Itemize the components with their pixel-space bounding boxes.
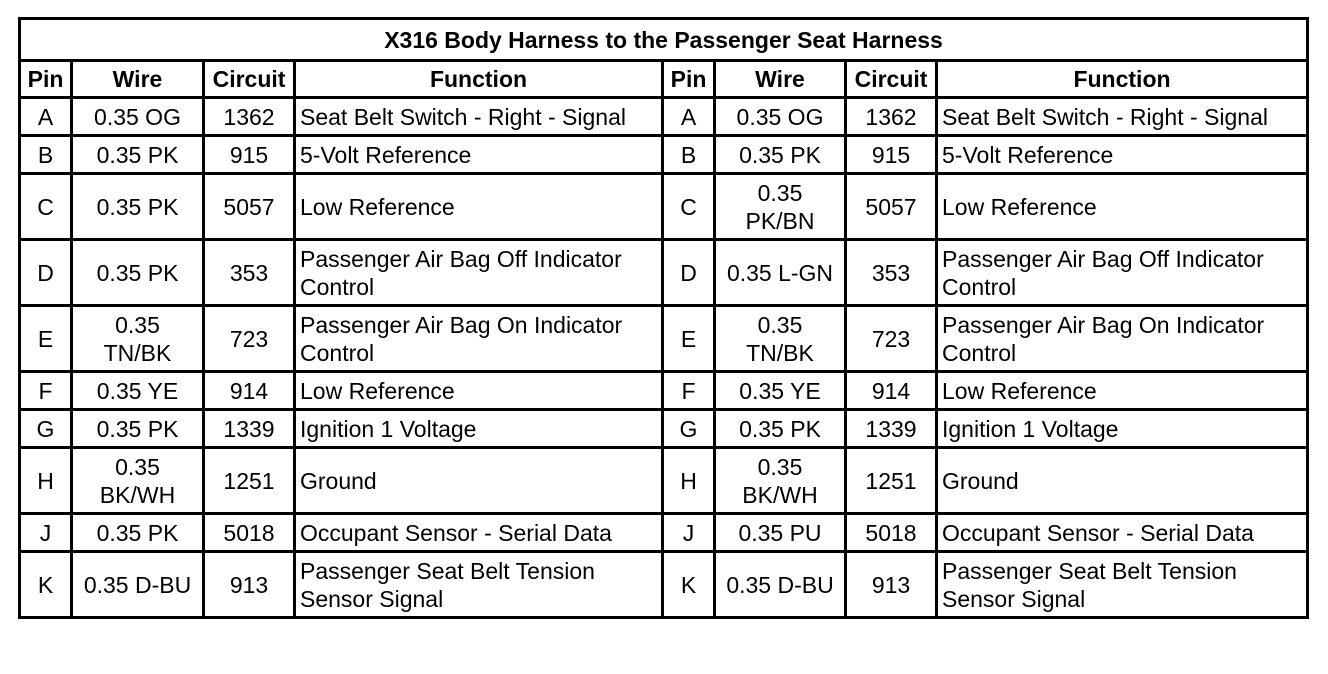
left-wire-cell: 0.35 TN/BK <box>72 306 204 372</box>
right-pin-cell: H <box>663 448 715 514</box>
left-pin-cell: F <box>20 372 72 410</box>
table-row <box>20 240 1308 306</box>
left-circuit-cell: 915 <box>204 136 295 174</box>
table-row <box>20 552 1308 618</box>
left-function-cell: Seat Belt Switch - Right - Signal <box>295 98 663 136</box>
right-pin-cell: F <box>663 372 715 410</box>
right-circuit-cell: 723 <box>846 306 937 372</box>
connector-pinout-table <box>18 17 1309 619</box>
right-wire-cell: 0.35 PK <box>715 410 846 448</box>
right-function-cell: Low Reference <box>937 372 1308 410</box>
left-wire-cell: 0.35 YE <box>72 372 204 410</box>
left-circuit-cell: 5057 <box>204 174 295 240</box>
left-wire-cell: 0.35 PK <box>72 240 204 306</box>
table-row <box>20 448 1308 514</box>
table-row <box>20 306 1308 372</box>
left-circuit-cell: 913 <box>204 552 295 618</box>
right-wire-cell: 0.35 D-BU <box>715 552 846 618</box>
right-circuit-cell: 915 <box>846 136 937 174</box>
left-wire-cell: 0.35 PK <box>72 136 204 174</box>
right-wire-cell: 0.35 PK <box>715 136 846 174</box>
right-pin-cell: A <box>663 98 715 136</box>
header-function-right: Function <box>937 61 1308 98</box>
right-wire-cell: 0.35 PU <box>715 514 846 552</box>
left-function-cell: Ignition 1 Voltage <box>295 410 663 448</box>
right-function-cell: Ground <box>937 448 1308 514</box>
right-wire-cell: 0.35 BK/WH <box>715 448 846 514</box>
table-row <box>20 174 1308 240</box>
left-pin-cell: K <box>20 552 72 618</box>
table-row <box>20 514 1308 552</box>
right-function-cell: Low Reference <box>937 174 1308 240</box>
column-header-row <box>20 61 1308 98</box>
left-pin-cell: C <box>20 174 72 240</box>
left-circuit-cell: 1251 <box>204 448 295 514</box>
left-pin-cell: A <box>20 98 72 136</box>
left-circuit-cell: 914 <box>204 372 295 410</box>
right-circuit-cell: 5057 <box>846 174 937 240</box>
left-wire-cell: 0.35 BK/WH <box>72 448 204 514</box>
header-function-left: Function <box>295 61 663 98</box>
right-wire-cell: 0.35 OG <box>715 98 846 136</box>
left-function-cell: Low Reference <box>295 372 663 410</box>
right-wire-cell: 0.35 TN/BK <box>715 306 846 372</box>
left-circuit-cell: 353 <box>204 240 295 306</box>
right-pin-cell: K <box>663 552 715 618</box>
right-pin-cell: E <box>663 306 715 372</box>
left-pin-cell: J <box>20 514 72 552</box>
left-pin-cell: D <box>20 240 72 306</box>
left-function-cell: Passenger Air Bag Off Indicator Control <box>295 240 663 306</box>
table-row <box>20 98 1308 136</box>
left-function-cell: Ground <box>295 448 663 514</box>
table-title-row <box>20 19 1308 61</box>
left-circuit-cell: 723 <box>204 306 295 372</box>
right-function-cell: Passenger Air Bag Off Indicator Control <box>937 240 1308 306</box>
right-function-cell: Passenger Air Bag On Indicator Control <box>937 306 1308 372</box>
right-circuit-cell: 5018 <box>846 514 937 552</box>
left-wire-cell: 0.35 D-BU <box>72 552 204 618</box>
left-pin-cell: B <box>20 136 72 174</box>
left-pin-cell: H <box>20 448 72 514</box>
header-wire-right: Wire <box>715 61 846 98</box>
left-function-cell: Low Reference <box>295 174 663 240</box>
left-circuit-cell: 5018 <box>204 514 295 552</box>
right-circuit-cell: 353 <box>846 240 937 306</box>
right-pin-cell: B <box>663 136 715 174</box>
right-wire-cell: 0.35 YE <box>715 372 846 410</box>
right-circuit-cell: 913 <box>846 552 937 618</box>
right-function-cell: Seat Belt Switch - Right - Signal <box>937 98 1308 136</box>
table-row <box>20 410 1308 448</box>
header-circuit-left: Circuit <box>204 61 295 98</box>
right-pin-cell: C <box>663 174 715 240</box>
left-wire-cell: 0.35 PK <box>72 174 204 240</box>
right-pin-cell: G <box>663 410 715 448</box>
left-function-cell: Passenger Seat Belt Tension Sensor Signal <box>295 552 663 618</box>
left-wire-cell: 0.35 PK <box>72 514 204 552</box>
left-pin-cell: E <box>20 306 72 372</box>
right-circuit-cell: 1362 <box>846 98 937 136</box>
right-function-cell: Passenger Seat Belt Tension Sensor Signal <box>937 552 1308 618</box>
left-pin-cell: G <box>20 410 72 448</box>
right-circuit-cell: 1251 <box>846 448 937 514</box>
header-wire-left: Wire <box>72 61 204 98</box>
right-function-cell: Occupant Sensor - Serial Data <box>937 514 1308 552</box>
table-row <box>20 372 1308 410</box>
left-function-cell: Passenger Air Bag On Indicator Control <box>295 306 663 372</box>
left-function-cell: 5-Volt Reference <box>295 136 663 174</box>
left-wire-cell: 0.35 OG <box>72 98 204 136</box>
right-circuit-cell: 914 <box>846 372 937 410</box>
right-function-cell: Ignition 1 Voltage <box>937 410 1308 448</box>
table-row <box>20 136 1308 174</box>
header-circuit-right: Circuit <box>846 61 937 98</box>
header-pin-right: Pin <box>663 61 715 98</box>
right-pin-cell: D <box>663 240 715 306</box>
left-circuit-cell: 1362 <box>204 98 295 136</box>
table-title: X316 Body Harness to the Passenger Seat Harness <box>20 19 1308 61</box>
right-pin-cell: J <box>663 514 715 552</box>
right-circuit-cell: 1339 <box>846 410 937 448</box>
right-wire-cell: 0.35 PK/BN <box>715 174 846 240</box>
left-circuit-cell: 1339 <box>204 410 295 448</box>
right-function-cell: 5-Volt Reference <box>937 136 1308 174</box>
left-function-cell: Occupant Sensor - Serial Data <box>295 514 663 552</box>
header-pin-left: Pin <box>20 61 72 98</box>
left-wire-cell: 0.35 PK <box>72 410 204 448</box>
right-wire-cell: 0.35 L-GN <box>715 240 846 306</box>
